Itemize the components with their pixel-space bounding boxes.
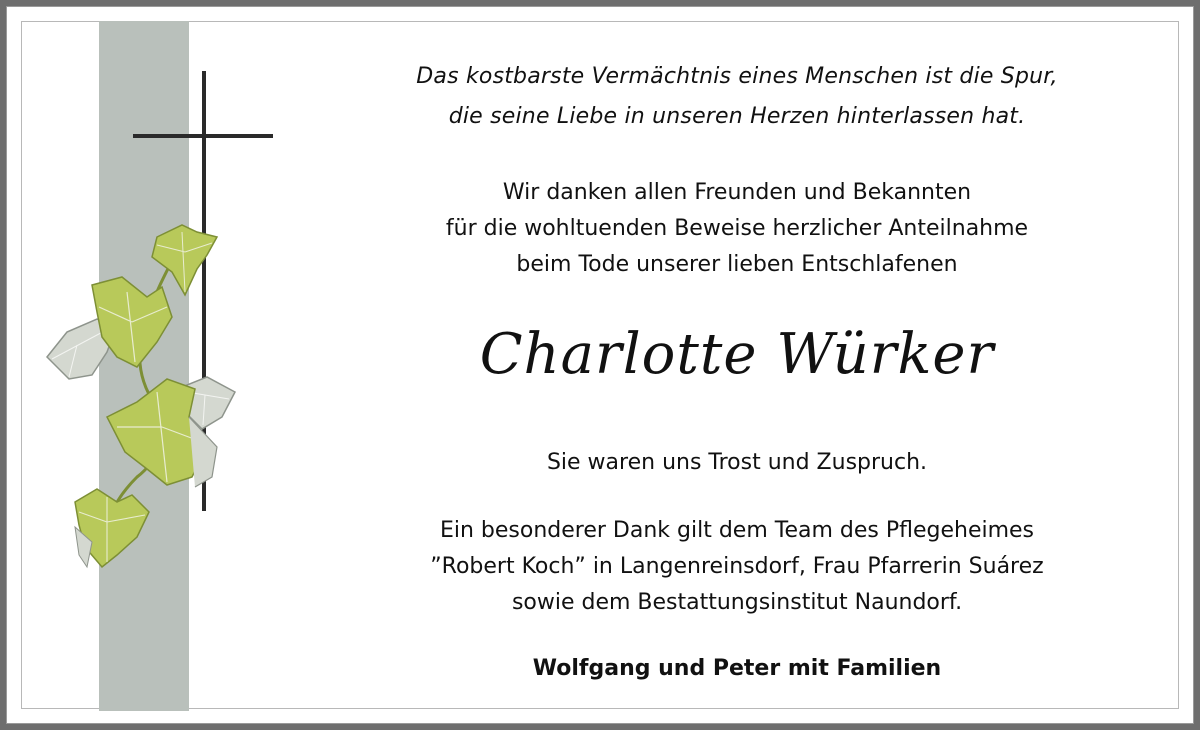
grey-band <box>99 21 189 711</box>
obituary-card <box>6 6 1194 724</box>
signature: Wolfgang und Peter mit Familien <box>532 656 942 681</box>
thanks-line: für die wohltuenden Beweise herzlicher Anteilnahme <box>445 216 1029 241</box>
special-thanks-line: Ein besonderer Dank gilt dem Team des Pflegeheimes <box>439 518 1035 543</box>
special-thanks-line: sowie dem Bestattungsinstitut Naundorf. <box>511 590 963 615</box>
special-thanks-paragraph <box>387 513 1087 621</box>
thanks-paragraph <box>387 175 1087 283</box>
consolation-text: Sie waren uns Trost und Zuspruch. <box>546 450 928 475</box>
quote-line: Das kostbarste Vermächtnis eines Menschen ist die Spur, <box>416 64 1058 89</box>
cross-with-ivy-icon <box>7 7 307 725</box>
thanks-line: beim Tode unserer lieben Entschlafenen <box>516 252 958 277</box>
cross-horizontal <box>133 134 273 138</box>
special-thanks-line: ”Robert Koch” in Langenreinsdorf, Frau Pfarrerin Suárez <box>430 554 1044 579</box>
quote-line: die seine Liebe in unseren Herzen hinterlassen hat. <box>448 104 1026 129</box>
memorial-quote <box>387 57 1087 137</box>
deceased-name: Charlotte Würker <box>479 322 995 387</box>
thanks-line: Wir danken allen Freunden und Bekannten <box>502 180 972 205</box>
